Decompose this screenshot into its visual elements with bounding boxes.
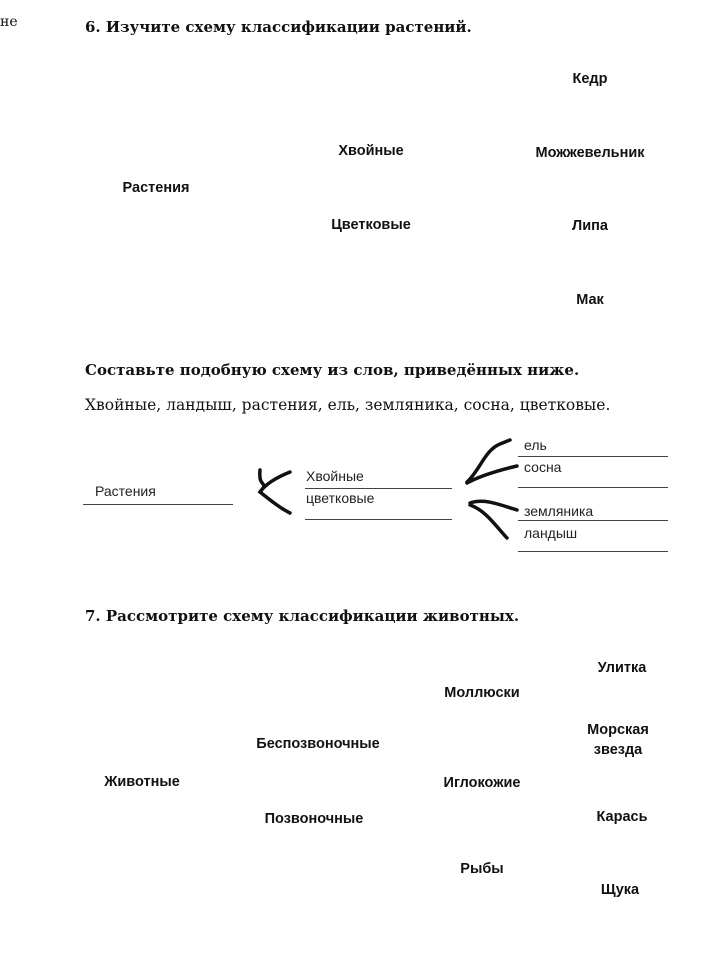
leaf-snail: Улитка	[597, 660, 647, 676]
group-conifers: Хвойные	[338, 143, 404, 159]
subgroup-fish: Рыбы	[460, 861, 504, 877]
group-vertebrates: Позвоночные	[264, 811, 364, 827]
leaf-crucian: Карась	[596, 809, 648, 825]
answer-group-conifers: Хвойные	[306, 468, 364, 484]
group-invertebrates: Беспозвоночные	[256, 736, 380, 752]
leaf-linden: Липа	[572, 218, 608, 234]
branch-lily	[470, 505, 507, 538]
answer-root: Растения	[95, 483, 156, 499]
answer-leaf-pine: сосна	[524, 459, 562, 475]
task7-title: 7. Рассмотрите схему классификации животных.	[85, 607, 520, 625]
bracket-upper	[260, 472, 290, 492]
margin-fragment: не	[0, 14, 18, 30]
leaf-pike: Щука	[600, 882, 640, 898]
task6-word-list: Хвойные, ландыш, растения, ель, земляника, сосна, цветковые.	[85, 396, 611, 414]
answer-leaf-spruce: ель	[524, 437, 547, 453]
group-flowering: Цветковые	[331, 217, 411, 233]
root-plants: Растения	[122, 180, 190, 196]
leaf-starfish-2: звезда	[593, 742, 643, 758]
leaf-starfish-1: Морская	[587, 722, 649, 738]
answer-leaf-strawberry: земляника	[524, 503, 594, 519]
task6-title: 6. Изучите схему классификации растений.	[85, 18, 472, 36]
root-animals: Животные	[104, 774, 180, 790]
leaf-poppy: Мак	[576, 292, 604, 308]
subgroup-molluscs: Моллюски	[444, 685, 520, 701]
leaf-kedr: Кедр	[572, 71, 608, 87]
task6-instruction: Составьте подобную схему из слов, приведённых ниже.	[85, 361, 580, 379]
subgroup-echinoderms: Иглокожие	[443, 775, 521, 791]
leaf-juniper: Можжевельник	[535, 145, 645, 161]
answer-group-flowering: цветковые	[306, 490, 375, 506]
answer-leaf-lily: ландыш	[524, 525, 578, 541]
bracket-lower	[260, 470, 290, 513]
